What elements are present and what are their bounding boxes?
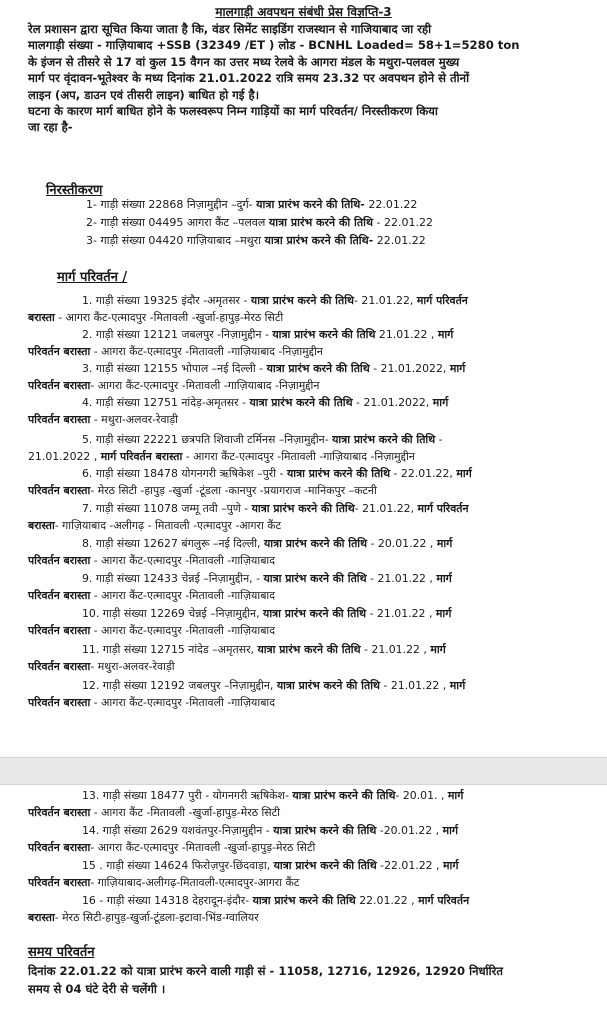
diversion-label: परिवर्तन बरास्ता xyxy=(28,413,91,427)
diversion-label: परिवर्तन बरास्ता xyxy=(28,379,91,393)
intro-line: मालगाड़ी संख्या - गाज़ियाबाद +SSB (32349 /ET ) लोड - BCNHL Loaded= 58+1=5280 ton xyxy=(28,38,520,53)
diversion-label: मार्ग परिवर्तन xyxy=(416,294,468,307)
cancellation-date: 22.01.22 xyxy=(364,198,418,211)
diversion-text: 13. गाड़ी संख्या 18477 पुरी - योगनगरी ऋषिकेश- xyxy=(82,789,293,802)
diversion-route-line xyxy=(28,622,603,639)
diversion-item xyxy=(28,822,603,857)
diversion-item xyxy=(28,787,603,822)
diversion-text: 8. गाड़ी संख्या 12627 बंगलुरू –नई दिल्ली, xyxy=(82,537,264,550)
diversion-text: - 20.01. , xyxy=(395,789,448,802)
diversion-text: 21.01.22 , xyxy=(375,328,438,341)
diversion-label: यात्रा प्रारंभ करने की तिथि xyxy=(252,894,356,907)
diversion-route-line xyxy=(28,804,603,821)
diversion-text: - 21.01.22, xyxy=(354,502,418,515)
diversion-route-line xyxy=(28,552,603,569)
diversion-item xyxy=(28,857,603,892)
diversion-text: 21.01.2022 , xyxy=(28,450,101,464)
cancellation-date-label: यात्रा प्रारंभ करने की तिथि- xyxy=(256,198,365,211)
diversion-train-line xyxy=(28,787,603,804)
diversion-label: यात्रा प्रारंभ करने की तिथि xyxy=(263,537,368,550)
diversion-label: यात्रा प्रारंभ करने की तिथि xyxy=(273,859,377,872)
diversion-text: - आगरा कैंट-एत्मादपुर -मितावली -गाज़ियाबाद -निज़ामुद्दीन xyxy=(182,450,415,464)
diversion-text: - xyxy=(435,433,443,446)
time-change-heading: समय परिवर्तन xyxy=(28,945,95,960)
diversion-text: - मेरठ सिटी -हापुड़ -खुर्जा -टूंडला -कानपुर -प्रयागराज -मानिकपुर –कटनी xyxy=(90,484,377,498)
diversion-text: 7. गाड़ी संख्या 11078 जम्मू तवी –पुणे - xyxy=(82,502,252,515)
diversion-label: मार्ग xyxy=(430,643,446,656)
diversion-item xyxy=(28,465,603,500)
diversion-route-line xyxy=(28,874,603,891)
diversion-train-line xyxy=(28,292,603,309)
diversion-label: परिवर्तन बरास्ता xyxy=(28,806,91,820)
diversion-label: यात्रा प्रारंभ करने की तिथि xyxy=(273,824,377,837)
diversion-heading: मार्ग परिवर्तन / xyxy=(57,270,128,285)
intro-line: जा रहा है- xyxy=(28,120,73,135)
diversion-route-line xyxy=(28,517,603,534)
diversion-label: यात्रा प्रारंभ करने की तिथि xyxy=(266,362,370,375)
diversion-text: - गाज़ियाबाद -अलीगढ़ - मितावली -एत्मादपुर -आगरा कैंट xyxy=(54,519,282,533)
title-text: मालगाड़ी अवपथन संबंधी प्रेस विज्ञप्ति-3 xyxy=(215,5,392,19)
diversion-text: 9. गाड़ी संख्या 12433 चेन्नई –निज़ामुद्दीन, - xyxy=(82,572,264,585)
diversion-text: 1. गाड़ी संख्या 19325 इंदौर -अमृतसर - xyxy=(82,294,251,307)
diversion-label: यात्रा प्रारंभ करने की तिथि xyxy=(292,789,396,802)
diversion-label: यात्रा प्रारंभ करने की तिथि xyxy=(272,328,376,341)
diversion-train-line xyxy=(28,605,603,622)
diversion-text: - 21.01.22, xyxy=(354,294,417,307)
diversion-text: - आगरा कैंट-एत्मादपुर -मितावली -गाज़ियाबाद -निज़ामुद्दीन xyxy=(90,345,323,359)
diversion-text: 22.01.22 , xyxy=(355,894,419,907)
diversion-route-line xyxy=(28,343,603,360)
diversion-label: मार्ग xyxy=(437,328,454,341)
cancellation-item xyxy=(86,232,426,250)
diversion-text: 3. गाड़ी संख्या 12155 भोपाल –नई दिल्ली - xyxy=(82,362,267,375)
diversion-train-line xyxy=(28,822,603,839)
diversion-item xyxy=(28,326,603,361)
diversion-text: - 21.01.22 , xyxy=(366,572,437,585)
diversion-train-line xyxy=(28,360,603,377)
diversion-text: -20.01.22 , xyxy=(376,824,443,837)
diversion-text: - आगरा कैंट-एत्मादपुर -मितावली -गाज़ियाबाद xyxy=(90,554,276,568)
diversion-train-line xyxy=(28,892,603,909)
diversion-route-line xyxy=(28,658,603,675)
diversion-label: मार्ग xyxy=(449,362,466,375)
diversion-label: मार्ग xyxy=(449,679,466,692)
diversion-label: मार्ग xyxy=(432,396,449,409)
diversion-text: - 21.01.2022, xyxy=(352,396,433,409)
diversion-item xyxy=(28,641,603,676)
intro-line: मार्ग पर वृंदावन-भूतेश्वर के मध्य दिनांक 21.01.2022 रात्रि समय 23.32 पर अवपथन होने से तीनों xyxy=(28,71,470,86)
diversion-label: यात्रा प्रारंभ करने की तिथि xyxy=(251,502,355,515)
diversion-item xyxy=(28,394,603,429)
time-change-paragraph xyxy=(28,962,603,998)
diversion-route-line xyxy=(28,309,603,326)
diversion-label: यात्रा प्रारंभ करने की तिथि xyxy=(286,467,391,480)
diversion-text: - आगरा कैंट-एत्मादपुर -मितावली -गाज़ियाबाद -निज़ामुद्दीन xyxy=(90,379,320,393)
diversion-text: 12. गाड़ी संख्या 12192 जबलपुर –निज़ामुद्दीन, xyxy=(82,679,277,692)
diversion-text: - मेरठ सिटी-हापुड़-खुर्जा-टूंडला-इटावा-भिंड-ग्वालियर xyxy=(54,911,259,925)
intro-paragraph xyxy=(28,21,598,136)
diversion-text: 14. गाड़ी संख्या 2629 यशवंतपुर-निज़ामुद्दीन - xyxy=(82,824,274,837)
diversion-text: - मथुरा-अलवर-रेवाड़ी xyxy=(90,413,178,427)
cancellation-heading: निरस्तीकरण xyxy=(46,183,103,198)
diversion-label: मार्ग xyxy=(442,859,459,872)
diversion-label: मार्ग xyxy=(436,537,453,550)
diversion-text: 15 . गाड़ी संख्या 14624 फिरोज़पुर-छिंदवाड़ा, xyxy=(82,859,274,872)
diversion-text: - आगरा कैंट -मितावली -खुर्जा-हापुड़-मेरठ सिटी xyxy=(90,806,280,820)
diversion-label: परिवर्तन बरास्ता xyxy=(28,345,91,359)
cancellation-text: 3- गाड़ी संख्या 04420 गाज़ियाबाद –मथुरा xyxy=(86,234,265,247)
diversion-label: यात्रा प्रारंभ करने की तिथि xyxy=(276,679,380,692)
cancellation-text: 1- गाड़ी संख्या 22868 निज़ामुद्दीन –दुर्ग- xyxy=(86,198,257,211)
diversion-text: 4. गाड़ी संख्या 12751 नांदेड़-अमृतसर - xyxy=(82,396,250,409)
diversion-label: परिवर्तन बरास्ता xyxy=(28,660,91,674)
diversion-label: यात्रा प्रारंभ करने की तिथि xyxy=(249,396,353,409)
diversion-text: - गाज़ियाबाद-अलीगढ़-मितावली-एत्मादपुर-आगरा कैंट xyxy=(90,876,300,890)
intro-line: घटना के कारण मार्ग बाधित होने के फलस्वरूप निम्न गाड़ियों का मार्ग परिवर्तन/ निरस्तीकरण किया xyxy=(28,104,438,119)
diversion-train-line xyxy=(28,394,603,411)
diversion-item xyxy=(28,677,603,712)
diversion-text: - 21.01.2022, xyxy=(369,362,450,375)
diversion-label: यात्रा प्रारंभ करने की तिथि xyxy=(263,607,367,620)
diversion-text: - आगरा कैंट-एत्मादपुर -मितावली -खुर्जा-हापुड़-मेरठ सिटी xyxy=(90,841,316,855)
diversion-label: परिवर्तन बरास्ता xyxy=(28,696,91,710)
diversion-text: - आगरा कैंट-एत्मादपुर -मितावली -खुर्जा-हापुड़-मेरठ सिटी xyxy=(54,311,284,325)
diversion-label: मार्ग परिवर्तन बरास्ता xyxy=(100,450,183,464)
diversion-label: मार्ग xyxy=(436,572,452,585)
diversion-label: परिवर्तन बरास्ता xyxy=(28,876,91,890)
diversion-label: परिवर्तन बरास्ता xyxy=(28,554,91,568)
diversion-label: परिवर्तन बरास्ता xyxy=(28,841,91,855)
diversion-route-line xyxy=(28,411,603,428)
diversion-route-line xyxy=(28,839,603,856)
diversion-label: यात्रा प्रारंभ करने की तिथि xyxy=(332,433,436,446)
diversion-train-line xyxy=(28,857,603,874)
cancellation-text: 2- गाड़ी संख्या 04495 आगरा कैंट –पलवल xyxy=(86,216,269,229)
diversion-route-line xyxy=(28,694,603,711)
diversion-text: 10. गाड़ी संख्या 12269 चेन्नई –निज़ामुद्दीन, xyxy=(82,607,263,620)
diversion-label: यात्रा प्रारंभ करने की तिथि xyxy=(250,294,354,307)
diversion-item xyxy=(28,535,603,570)
diversion-train-line xyxy=(28,500,603,517)
cancellation-date: 22.01.22 xyxy=(373,234,426,247)
diversion-label: बरास्ता xyxy=(28,519,55,533)
diversion-text: - 20.01.22 , xyxy=(367,537,437,550)
diversion-text: - आगरा कैंट-एत्मादपुर -मितावली -गाज़ियाबाद xyxy=(90,696,276,710)
diversion-item xyxy=(28,431,603,466)
diversion-route-line xyxy=(28,377,603,394)
diversion-text: 16 - गाड़ी संख्या 14318 देहरादून-इंदौर- xyxy=(82,894,253,907)
diversion-text: - 21.01.22 , xyxy=(379,679,450,692)
diversion-train-line xyxy=(28,535,603,552)
diversion-label: मार्ग xyxy=(456,467,472,480)
diversion-text: 2. गाड़ी संख्या 12121 जबलपुर -निज़ामुद्दीन - xyxy=(82,328,273,341)
diversion-label: परिवर्तन बरास्ता xyxy=(28,589,91,603)
page-title xyxy=(0,3,607,20)
diversion-label: यात्रा प्रारंभ करने की तिथि xyxy=(263,572,367,585)
diversion-label: यात्रा प्रारंभ करने की तिथि xyxy=(257,643,361,656)
diversion-train-line xyxy=(28,465,603,482)
diversion-route-line xyxy=(28,482,603,499)
page-break xyxy=(0,757,607,785)
time-change-line: दिनांक 22.01.22 को यात्रा प्रारंभ करने वाली गाड़ी सं - 11058, 12716, 12926, 12920 निर्धारित xyxy=(28,964,504,978)
diversion-text: -22.01.22 , xyxy=(376,859,443,872)
intro-line: के इंजन से तीसरे से 17 वां कुल 15 वैगन का उत्तर मध्य रेलवे के आगरा मंडल के मथुरा-पलवल मुख्य xyxy=(28,54,460,69)
diversion-route-line xyxy=(28,587,603,604)
diversion-label: परिवर्तन बरास्ता xyxy=(28,624,91,638)
diversion-text: - मथुरा-अलवर-रेवाड़ी xyxy=(90,660,175,674)
diversion-label: बरास्ता xyxy=(28,911,55,925)
diversion-item xyxy=(28,360,603,395)
diversion-route-line xyxy=(28,909,603,926)
diversion-label: परिवर्तन बरास्ता xyxy=(28,484,91,498)
diversion-label: मार्ग xyxy=(435,607,452,620)
diversion-train-line xyxy=(28,677,603,694)
cancellation-date: - 22.01.22 xyxy=(373,216,433,229)
cancellation-item xyxy=(86,196,417,214)
diversion-label: मार्ग xyxy=(447,789,464,802)
diversion-text: 11. गाड़ी संख्या 12715 नांदेड –अमृतसर, xyxy=(82,643,258,656)
diversion-text: 6. गाड़ी संख्या 18478 योगनगरी ऋषिकेश –पुरी - xyxy=(82,467,287,480)
diversion-label: मार्ग xyxy=(442,824,459,837)
diversion-train-line xyxy=(28,326,603,343)
diversion-text: - 22.01.22, xyxy=(390,467,457,480)
diversion-item xyxy=(28,500,603,535)
intro-line: रेल प्रशासन द्वारा सूचित किया जाता है कि, वंडर सिमेंट साइडिंग राजस्थान से गाजियाबाद जा रही xyxy=(28,22,432,36)
diversion-train-line xyxy=(28,431,603,448)
diversion-text: - आगरा कैंट-एत्मादपुर -मितावली -गाज़ियाबाद xyxy=(90,624,276,638)
diversion-train-line xyxy=(28,641,603,658)
diversion-text: 5. गाड़ी संख्या 22221 छत्रपति शिवाजी टर्मिनस –निज़ामुद्दीन- xyxy=(82,433,333,446)
diversion-text: - आगरा कैंट-एत्मादपुर -मितावली -गाज़ियाबाद xyxy=(90,589,276,603)
diversion-route-line xyxy=(28,448,603,465)
diversion-item xyxy=(28,292,603,327)
diversion-item xyxy=(28,892,603,927)
intro-line: लाइन (अप, डाउन एवं तीसरी लाइन) बाधित हो गई है। xyxy=(28,87,260,102)
diversion-train-line xyxy=(28,570,603,587)
cancellation-item xyxy=(86,214,433,232)
diversion-text: - 21.01.22 , xyxy=(366,607,436,620)
diversion-item xyxy=(28,570,603,605)
time-change-line: समय से 04 घंटे देरी से चलेंगी । xyxy=(28,982,166,996)
diversion-label: मार्ग परिवर्तन xyxy=(417,502,469,515)
diversion-item xyxy=(28,605,603,640)
cancellation-date-label: यात्रा प्रारंभ करने की तिथि xyxy=(268,216,374,229)
diversion-text: - 21.01.22 , xyxy=(360,643,431,656)
diversion-label: बरास्ता xyxy=(28,311,55,325)
cancellation-date-label: यात्रा प्रारंभ करने की तिथि- xyxy=(264,234,374,247)
diversion-label: मार्ग परिवर्तन xyxy=(418,894,470,907)
